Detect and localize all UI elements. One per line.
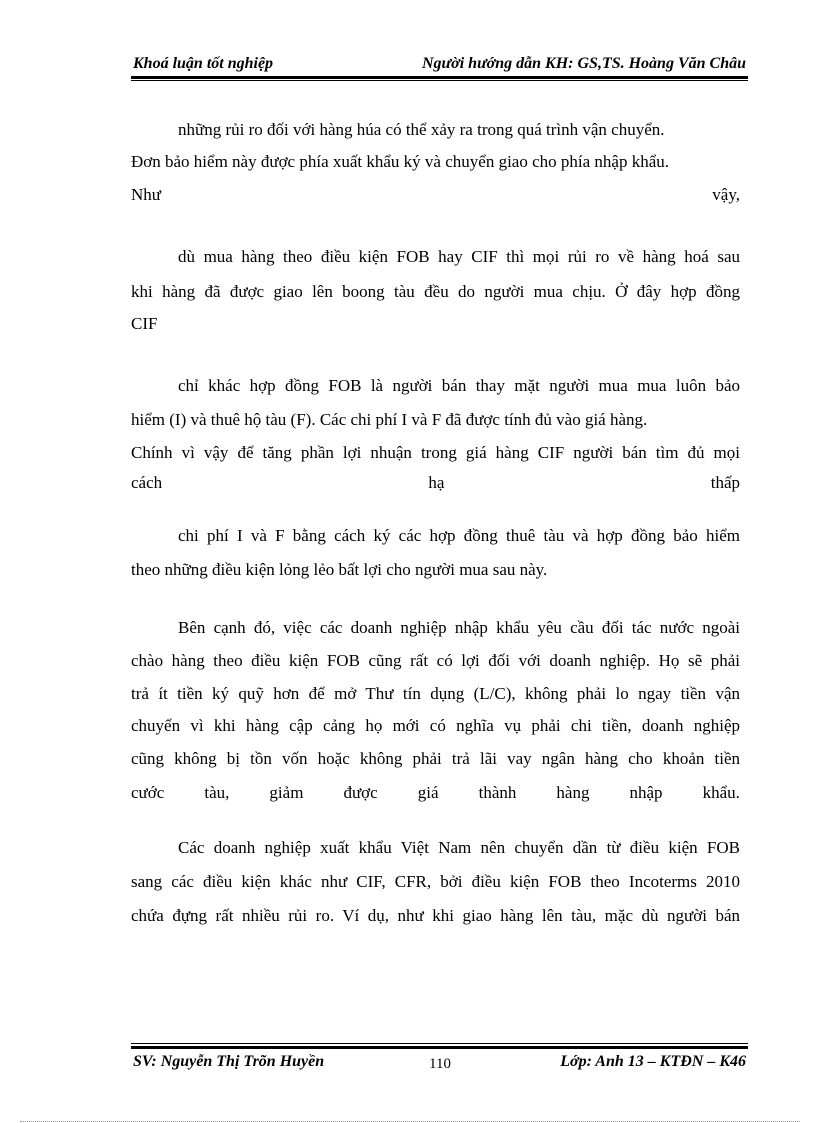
text-word: giá	[417, 783, 439, 802]
body-line	[131, 408, 740, 432]
body-line	[131, 441, 740, 465]
text-line: Chính vì vậy để tăng phần lợi nhuận trong giá hàng CIF người bán tìm đủ mọi	[131, 443, 740, 462]
text-line: hiểm (I) và thuê hộ tàu (F). Các chi phí I và F đã được tính đủ vào giá hàng.	[131, 410, 648, 429]
text-line: chào hàng theo điều kiện FOB cũng rất có lợi đối với doanh nghiệp. Họ sẽ phải	[131, 651, 740, 670]
footer-student-name: SV: Nguyễn Thị Trõn Huyền	[133, 1053, 325, 1070]
text-line: chi phí I và F bằng cách ký các hợp đồng thuê tàu và hợp đồng bảo hiểm	[178, 526, 740, 545]
text-line: trả ít tiền ký quỹ hơn để mở Thư tín dụng (L/C), không phải lo ngay tiền vận	[131, 684, 740, 703]
text-line: chuyển vì khi hàng cập cảng họ mới có nghĩa vụ phải chi tiền, doanh nghiệp	[131, 716, 740, 735]
footer-class-info: Lớp: Anh 13 – KTĐN – K46	[560, 1053, 746, 1070]
body-line	[178, 374, 740, 398]
body-line	[131, 747, 740, 771]
body-line	[131, 183, 740, 207]
text-word: giảm	[269, 783, 304, 802]
body-line	[131, 150, 740, 174]
text-line: theo những điều kiện lỏng lẻo bất lợi cho người mua sau này.	[131, 560, 548, 579]
header-thesis-title: Khoá luận tốt nghiệp	[133, 55, 274, 72]
text-line: chứa đựng rất nhiều rủi ro. Ví dụ, như khi giao hàng lên tàu, mặc dù người bán	[131, 906, 740, 925]
text-line: Bên cạnh đó, việc các doanh nghiệp nhập khẩu yêu cầu đối tác nước ngoài	[178, 618, 740, 637]
text-line: CIF	[131, 314, 158, 333]
body-line	[131, 312, 740, 336]
body-line	[131, 471, 740, 495]
page-number: 110	[429, 1056, 451, 1072]
footer-rule-thin	[131, 1043, 748, 1044]
body-line	[131, 904, 740, 928]
footer-rule-thick	[131, 1046, 748, 1049]
text-word: khẩu.	[702, 783, 740, 802]
body-line	[131, 870, 740, 894]
text-line: Các doanh nghiệp xuất khẩu Việt Nam nên chuyển dần từ điều kiện FOB	[178, 838, 740, 857]
body-line	[178, 118, 740, 142]
body-line	[178, 524, 740, 548]
body-line	[178, 836, 740, 860]
page-header	[131, 52, 748, 74]
body-line	[131, 649, 740, 673]
text-word: Như	[131, 185, 161, 204]
text-line: Đơn bảo hiểm này được phía xuất khẩu ký và chuyển giao cho phía nhập khẩu.	[131, 152, 669, 171]
body-line	[131, 558, 740, 582]
text-word: cách	[131, 473, 163, 492]
header-rule-thin	[131, 80, 748, 81]
text-line: sang các điều kiện khác như CIF, CFR, bởi điều kiện FOB theo Incoterms 2010	[131, 872, 740, 891]
text-line: những rủi ro đối với hàng húa có thể xảy ra trong quá trình vận chuyển.	[178, 120, 665, 139]
page-footer	[131, 1052, 748, 1074]
body-line	[131, 280, 740, 304]
text-word: cước	[131, 783, 165, 802]
text-word: vậy,	[712, 185, 740, 204]
text-word: nhập	[629, 783, 663, 802]
body-line	[131, 781, 740, 805]
header-supervisor: Người hướng dẫn KH: GS,TS. Hoàng Văn Châu	[422, 55, 746, 72]
text-word: tàu,	[204, 783, 230, 802]
text-word: được	[343, 783, 378, 802]
body-line	[178, 616, 740, 640]
header-rule-thick	[131, 76, 748, 79]
text-word: thấp	[710, 473, 740, 492]
text-line: khi hàng đã được giao lên boong tàu đều do người mua chịu. Ở đây hợp đồng	[131, 282, 740, 301]
text-line: cũng không bị tồn vốn hoặc không phải trả lãi vay ngân hàng cho khoản tiền	[131, 749, 740, 768]
text-word: thành	[478, 783, 517, 802]
text-line: dù mua hàng theo điều kiện FOB hay CIF thì mọi rủi ro về hàng hoá sau	[178, 247, 740, 266]
body-line	[131, 682, 740, 706]
text-word: hàng	[556, 783, 590, 802]
body-line	[178, 245, 740, 269]
text-line: chỉ khác hợp đồng FOB là người bán thay mặt người mua mua luôn bảo	[178, 376, 740, 395]
text-word: hạ	[428, 473, 445, 492]
body-line	[131, 714, 740, 738]
